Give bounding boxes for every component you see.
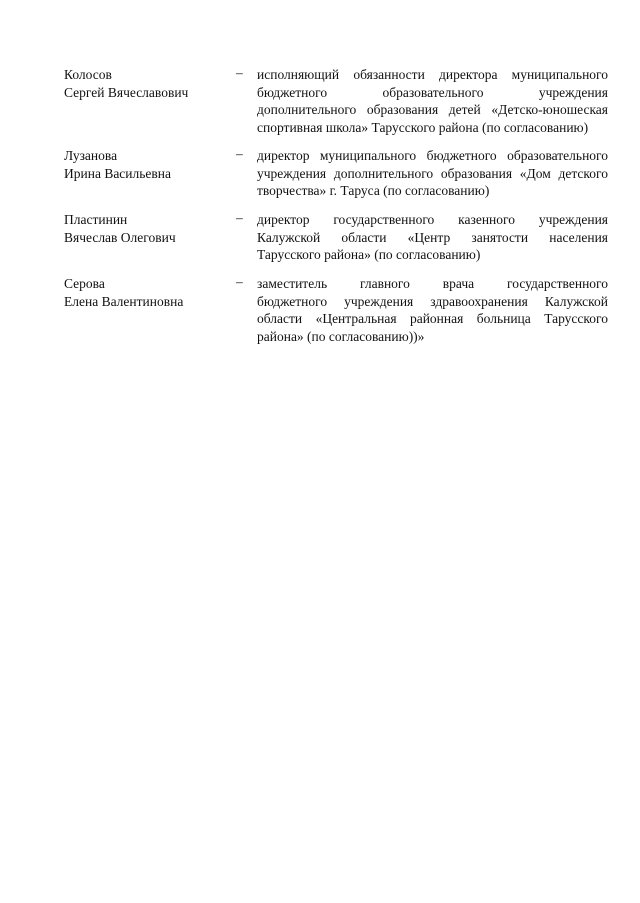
position-line: Тарусского района» (по согласованию)	[257, 247, 481, 262]
member-surname: Пластинин	[64, 212, 128, 227]
position-line: исполняющий обязанности директора муниципального	[257, 67, 608, 82]
position-line: директор государственного казенного учреждения	[257, 212, 608, 227]
member-position	[257, 275, 608, 345]
separator-dash: –	[236, 210, 243, 225]
position-line: Калужской области «Центр занятости населения	[257, 229, 608, 245]
member-position	[257, 66, 608, 136]
separator-dash: –	[236, 65, 243, 80]
member-name	[64, 211, 234, 246]
member-surname: Колосов	[64, 67, 112, 82]
position-line: дополнительного образования детей «Детско-юношеская	[257, 102, 608, 117]
position-line: творчества» г. Таруса (по согласованию)	[257, 183, 490, 198]
position-line: учреждения дополнительного образования «Дом детского	[257, 165, 608, 181]
member-name	[64, 147, 234, 182]
member-given-names: Вячеслав Олегович	[64, 229, 176, 245]
position-line: бюджетного образовательного учреждения	[257, 84, 608, 100]
position-line: спортивная школа» Тарусского района (по согласованию)	[257, 119, 589, 135]
position-line: района» (по согласованию))»	[257, 328, 425, 344]
position-line: области «Центральная районная больница Тарусского	[257, 311, 608, 326]
member-given-names: Ирина Васильевна	[64, 165, 172, 181]
member-given-names: Елена Валентиновна	[64, 293, 184, 309]
position-line: заместитель главного врача государственного	[257, 276, 608, 291]
position-line: бюджетного учреждения здравоохранения Калужской	[257, 293, 608, 309]
separator-dash: –	[236, 274, 243, 289]
member-given-names: Сергей Вячеславович	[64, 84, 189, 100]
member-surname: Лузанова	[64, 148, 118, 163]
member-name	[64, 66, 234, 101]
position-line: директор муниципального бюджетного образовательного	[257, 148, 608, 163]
member-position	[257, 211, 608, 264]
member-surname: Серова	[64, 276, 105, 291]
member-name	[64, 275, 234, 310]
separator-dash: –	[236, 146, 243, 161]
member-position	[257, 147, 608, 200]
